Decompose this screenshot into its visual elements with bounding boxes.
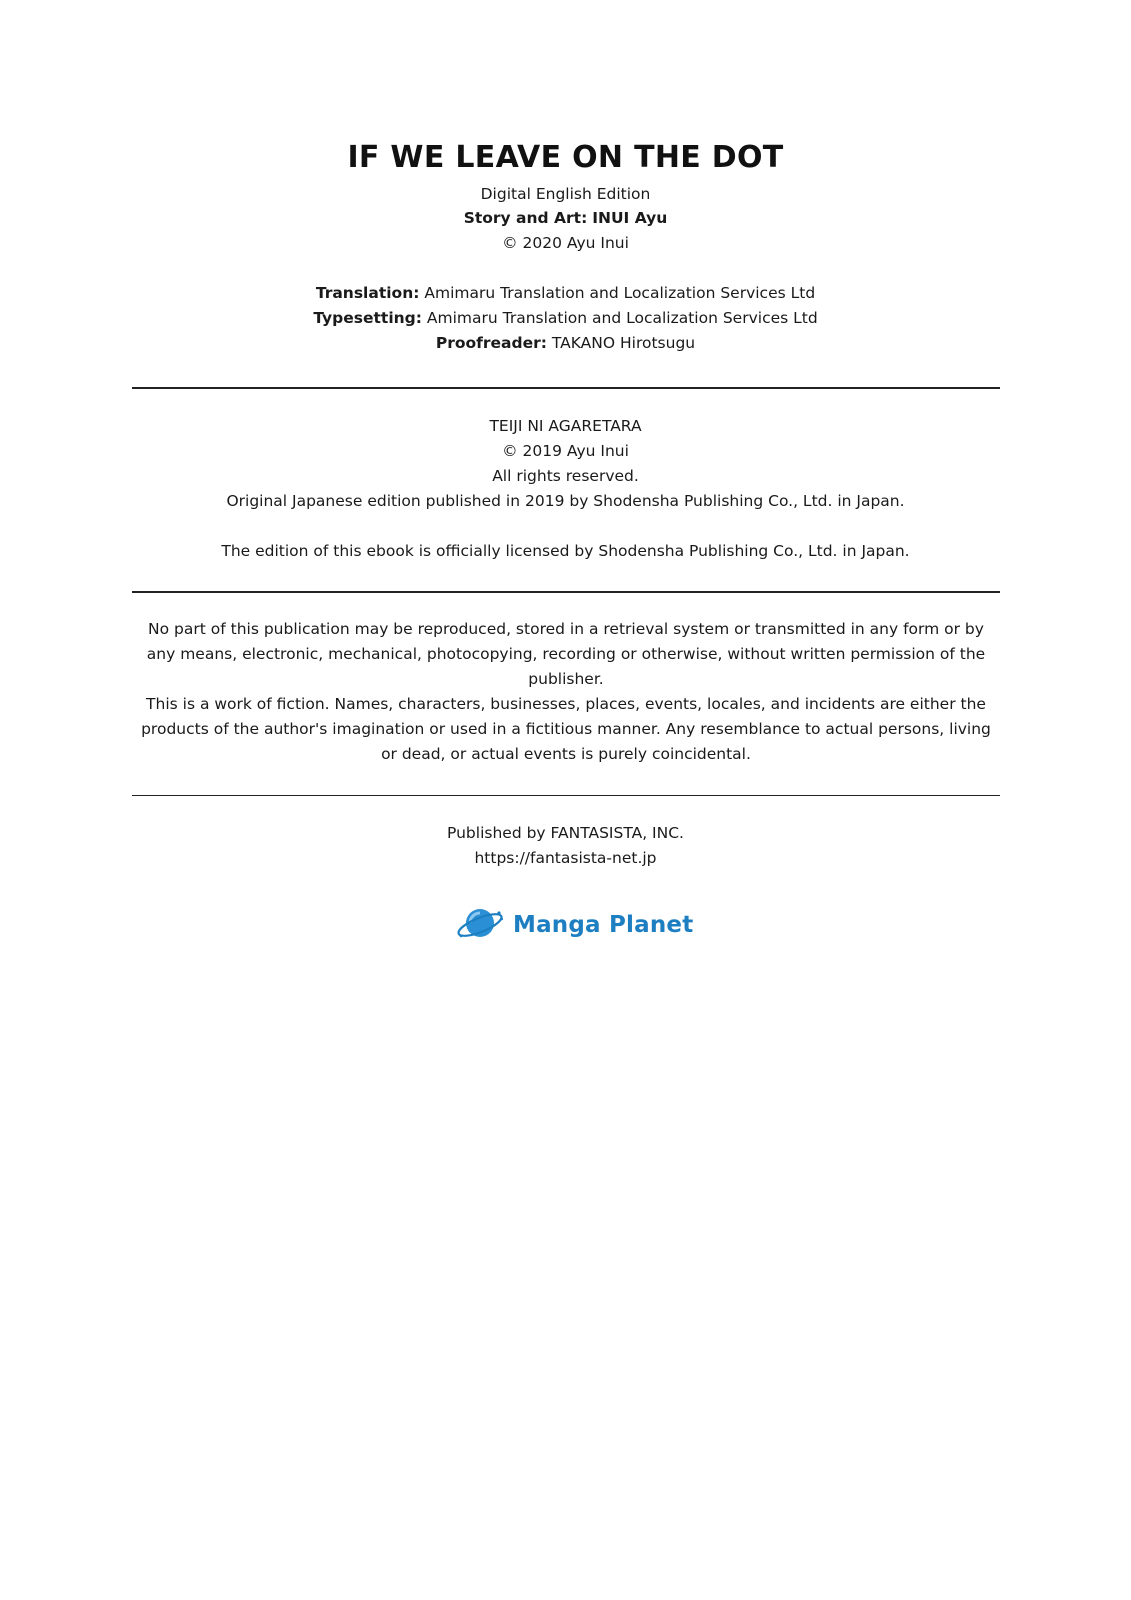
story-art-label: Story and Art: (463, 209, 588, 227)
proofreader-label: Proofreader: (435, 334, 547, 352)
fiction-notice: This is a work of fiction. Names, characters, businesses, places, events, locales, and incidents are either the products of the author's imagination or used in a fictitious manner. Any resemblance to actual persons, living or dead, or actual events is purely coincidental. (141, 695, 991, 763)
manga-planet-logo (455, 905, 693, 945)
rights-line: All rights reserved. (492, 467, 639, 485)
divider-2 (132, 591, 1000, 593)
story-art-value: INUI Ayu (592, 209, 668, 227)
planet-icon (455, 903, 505, 947)
japanese-title: TEIJI NI AGARETARA (489, 417, 642, 435)
translation-line (0, 281, 1131, 306)
proofreader-line (0, 331, 1131, 356)
story-art-line (0, 206, 1131, 231)
original-edition-line: Original Japanese edition published in 2019 by Shodensha Publishing Co., Ltd. in Japan. (226, 492, 905, 510)
publisher-url: https://fantasista-net.jp (474, 849, 657, 867)
divider-3 (132, 795, 1000, 796)
edition-line: Digital English Edition (480, 185, 651, 203)
logo-text: Manga Planet (513, 912, 694, 938)
japanese-copyright: © 2019 Ayu Inui (502, 442, 629, 460)
typesetting-value: Amimaru Translation and Localization Services Ltd (426, 309, 818, 327)
typesetting-line (0, 306, 1131, 331)
english-copyright: © 2020 Ayu Inui (502, 234, 629, 252)
book-title: IF WE LEAVE ON THE DOT (347, 140, 784, 175)
publisher-line: Published by FANTASISTA, INC. (447, 824, 684, 842)
translation-value: Amimaru Translation and Localization Services Ltd (424, 284, 816, 302)
translation-label: Translation: (315, 284, 420, 302)
divider-1 (132, 387, 1000, 389)
proofreader-value: TAKANO Hirotsugu (551, 334, 696, 352)
reproduction-notice: No part of this publication may be reproduced, stored in a retrieval system or transmitted in any form or by any means, electronic, mechanical, photocopying, recording or otherwise, without written permission of the publisher. (146, 620, 986, 688)
typesetting-label: Typesetting: (313, 309, 422, 327)
license-line: The edition of this ebook is officially licensed by Shodensha Publishing Co., Ltd. in Japan. (221, 542, 910, 560)
